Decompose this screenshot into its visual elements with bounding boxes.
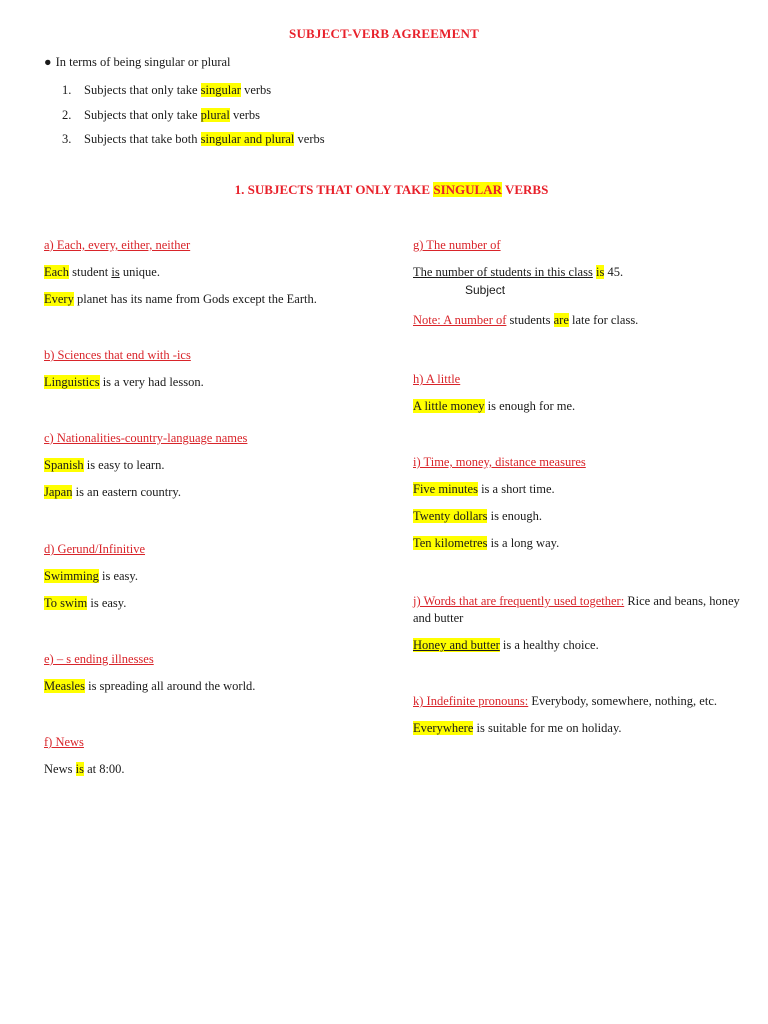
subheading: f) News — [44, 735, 84, 749]
intro-bullet-item — [44, 55, 231, 70]
subheading-line: j) Words that are frequently used together: Rice and beans, honey and butter — [413, 594, 740, 625]
example: The number of students in this class is 45. — [413, 265, 624, 279]
section-k — [413, 693, 743, 736]
subheading: c) Nationalities-country-language names — [44, 431, 248, 445]
subheading: j) Words that are frequently used together: — [413, 594, 625, 608]
example: Ten kilometres is a long way. — [413, 536, 560, 550]
subheading: k) Indefinite pronouns: — [413, 694, 529, 708]
subheading: a) Each, every, either, neither — [44, 238, 191, 252]
subject-label: Subject — [465, 283, 506, 297]
example: News is at 8:00. — [44, 762, 125, 776]
intro-text: In terms of being singular or plural — [55, 55, 231, 69]
example: Twenty dollars is enough. — [413, 509, 542, 523]
subheading: g) The number of — [413, 238, 501, 252]
section-d — [44, 541, 374, 611]
section-e — [44, 651, 374, 694]
example: Measles is spreading all around the world. — [44, 679, 256, 693]
example: Every planet has its name from Gods except the Earth. — [44, 292, 317, 306]
example: Five minutes is a short time. — [413, 482, 555, 496]
section-h — [413, 371, 743, 414]
numbered-list — [62, 82, 325, 156]
subheading-line: k) Indefinite pronouns: Everybody, somewhere, nothing, etc. — [413, 694, 717, 708]
example: Spanish is easy to learn. — [44, 458, 165, 472]
example: Swimming is easy. — [44, 569, 138, 583]
section-b — [44, 347, 374, 390]
example: A little money is enough for me. — [413, 399, 576, 413]
section-j — [413, 593, 743, 653]
section-i — [413, 454, 743, 551]
example: To swim is easy. — [44, 596, 127, 610]
section-c — [44, 430, 374, 500]
example: Japan is an eastern country. — [44, 485, 181, 499]
section-f — [44, 734, 374, 777]
subheading: e) – s ending illnesses — [44, 652, 154, 666]
section-heading: 1. SUBJECTS THAT ONLY TAKE SINGULAR VERBS — [234, 182, 549, 197]
example: Honey and butter is a healthy choice. — [413, 638, 599, 652]
subheading: d) Gerund/Infinitive — [44, 542, 146, 556]
document-title: SUBJECT-VERB AGREEMENT — [289, 26, 479, 41]
note: Note: A number of students are late for class. — [413, 313, 639, 327]
list-item: 1. Subjects that only take singular verbs — [62, 83, 272, 97]
list-item: 2. Subjects that only take plural verbs — [62, 107, 261, 122]
example: Everywhere is suitable for me on holiday. — [413, 721, 622, 735]
example: Each student is unique. — [44, 265, 160, 279]
subheading: i) Time, money, distance measures — [413, 455, 586, 469]
bullet-icon: ● — [44, 55, 52, 69]
section-a — [44, 237, 374, 307]
subheading: h) A little — [413, 372, 461, 386]
section-g — [413, 237, 743, 328]
list-item: 3. Subjects that take both singular and plural verbs — [62, 132, 325, 146]
example: Linguistics is a very had lesson. — [44, 375, 204, 389]
subheading: b) Sciences that end with -ics — [44, 348, 191, 362]
